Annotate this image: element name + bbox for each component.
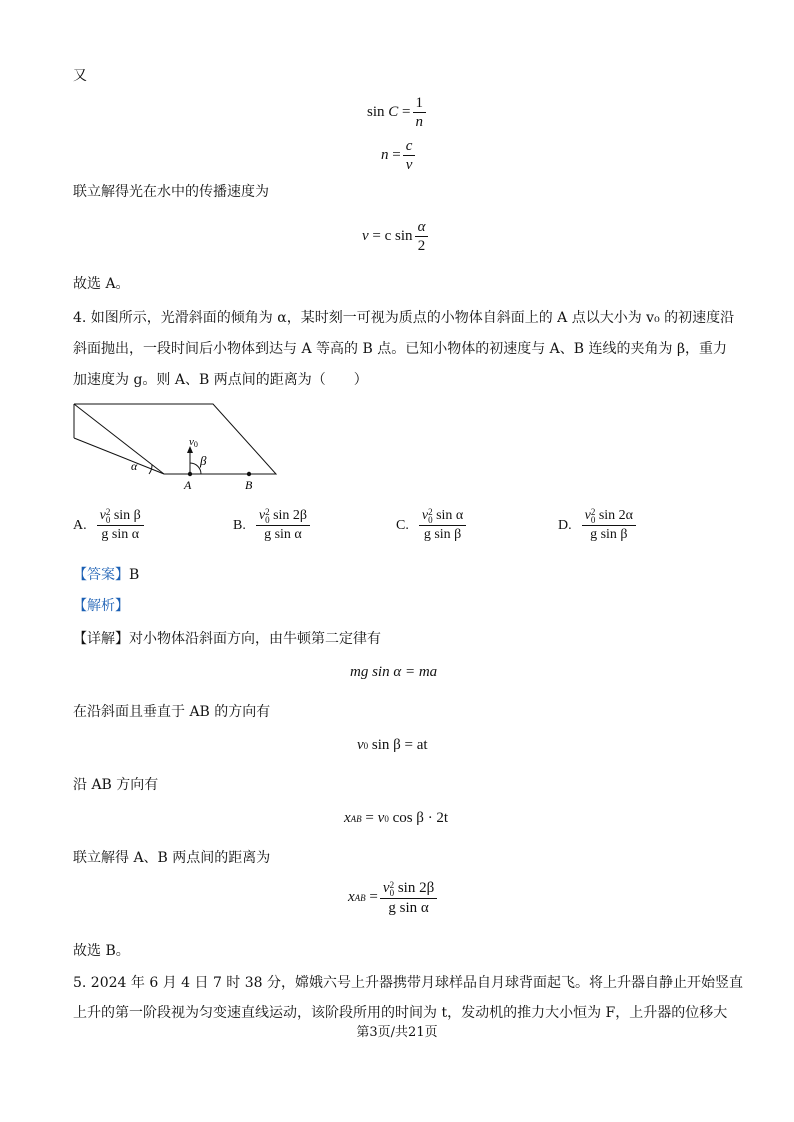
option-b-sub: 0 — [265, 515, 270, 525]
option-a-v: v — [99, 508, 106, 524]
eq-n-den: v — [405, 157, 413, 173]
option-c-sup: 2 — [428, 507, 433, 517]
option-c — [396, 508, 468, 543]
eq-v-left: v — [362, 228, 369, 244]
para-you: 又 — [73, 68, 87, 84]
equation-v — [362, 219, 430, 254]
label-v0-sub: 0 — [193, 440, 198, 449]
option-d-label: D. — [558, 517, 572, 533]
equation-sinC — [367, 95, 428, 130]
q5-line-2: 上升的第一阶段视为匀变速直线运动，该阶段所用的时间为 t，发动机的推力大小恒为 F，上升器的位移大 — [73, 1005, 728, 1021]
point-a-dot — [188, 472, 192, 476]
eq4-den: g sin α — [388, 899, 429, 916]
option-b-den: g sin α — [264, 527, 302, 543]
answer-line — [73, 566, 139, 584]
option-a-label: A. — [73, 517, 87, 533]
option-d — [558, 508, 638, 543]
incline-front-edge — [74, 438, 164, 474]
incline-figure — [70, 398, 285, 493]
equation-perp: v 0 sin β = at — [357, 737, 428, 753]
option-a-den: g sin α — [101, 527, 140, 543]
option-c-den: g sin β — [423, 527, 462, 543]
eq-n-fraction — [403, 138, 416, 173]
eq4-sup: 2 — [389, 879, 395, 890]
eq-v-den: 2 — [417, 238, 426, 254]
page-footer: 第3页/共21页 — [356, 1025, 438, 1040]
option-b-num: sin 2β — [273, 508, 308, 524]
incline-diagonal — [74, 404, 164, 474]
eq-sinC-sin: sin — [367, 104, 385, 120]
option-c-fraction — [419, 508, 466, 543]
analysis-tag: 【解析】 — [73, 598, 129, 614]
detail-line — [73, 630, 381, 648]
eq-sinC-eq: = — [402, 104, 411, 120]
label-v0: v0 — [189, 436, 198, 449]
q4-line-3: 加速度为 g。则 A、B 两点间的距离为（ ） — [73, 372, 368, 388]
option-b-sup: 2 — [265, 507, 270, 517]
option-a-sup: 2 — [105, 507, 111, 517]
eq4-fraction — [380, 880, 437, 916]
answer-value: B — [129, 567, 140, 583]
eq3-rhs: cos β · 2t — [392, 810, 449, 826]
eq4-eq: = — [369, 889, 378, 906]
para-lianli-2: 联立解得 A、B 两点间的距离为 — [73, 850, 271, 866]
para-guxuan-a: 故选 A。 — [73, 276, 130, 292]
eq1-text: mg sin α = ma — [350, 664, 438, 680]
equation-result: x AB = v 2 0 sin 2β g sin α — [348, 880, 439, 916]
option-c-num: sin α — [436, 508, 464, 524]
answer-tag: 【答案】 — [73, 567, 129, 583]
option-c-sub: 0 — [428, 515, 433, 525]
para-along: 沿 AB 方向有 — [73, 777, 159, 793]
option-b-label: B. — [233, 517, 246, 533]
q5-line-1: 5. 2024 年 6 月 4 日 7 时 38 分，嫦娥六号上升器携带月球样品自月球背面起飞。将上升器自静止开始竖直 — [73, 975, 744, 991]
eq4-x: x — [348, 889, 355, 906]
eq4-v: v — [382, 880, 390, 896]
point-b-dot — [247, 472, 251, 476]
eq2-text: sin β = at — [371, 737, 428, 753]
option-a-num: sin β — [113, 508, 141, 524]
equation-n — [381, 138, 417, 173]
para-guxuan-b: 故选 B。 — [73, 943, 130, 959]
equation-along: x AB = v 0 cos β · 2t — [344, 810, 449, 826]
option-c-label: C. — [396, 517, 409, 533]
option-d-sup: 2 — [590, 507, 596, 517]
eq-n-left: n — [381, 147, 389, 163]
label-b: B — [245, 478, 253, 492]
q4-line-2: 斜面抛出，一段时间后小物体到达与 A 等高的 B 点。已知小物体的初速度与 A、B 连线的夹角为 β，重力 — [73, 341, 728, 357]
alpha-arc — [149, 465, 152, 474]
option-d-fraction — [582, 508, 636, 543]
option-d-den: g sin β — [590, 527, 628, 543]
eq-sinC-den: n — [415, 114, 423, 130]
eq2-v: v — [357, 737, 364, 753]
option-a-fraction — [97, 508, 144, 543]
label-alpha: α — [131, 459, 138, 473]
eq3-v: v — [377, 810, 385, 826]
option-a — [73, 508, 146, 543]
detail-text: 对小物体沿斜面方向，由牛顿第二定律有 — [129, 631, 381, 647]
incline-outline — [74, 404, 276, 474]
para-perpendicular: 在沿斜面且垂直于 AB 的方向有 — [73, 704, 271, 720]
label-a: A — [184, 478, 192, 492]
eq-sinC-num: 1 — [413, 95, 427, 113]
equation-newton — [350, 664, 437, 681]
eq3-eq: = — [365, 810, 374, 826]
option-b — [233, 508, 312, 543]
eq-n-eq: = — [392, 147, 401, 163]
option-a-sub: 0 — [105, 515, 111, 525]
label-beta: β — [200, 453, 207, 468]
eq-v-num: α — [415, 219, 429, 237]
eq-v-eq: = — [372, 228, 381, 244]
detail-tag: 【详解】 — [73, 631, 129, 647]
eq-sinC-fraction — [413, 95, 427, 130]
q4-line-1: 4. 如图所示，光滑斜面的倾角为 α，某时刻一可视为质点的小物体自斜面上的 A 点以大小为 v₀ 的初速度沿 — [73, 310, 735, 326]
eq4-num: sin 2β — [397, 880, 435, 896]
eq4-sub: 0 — [389, 887, 395, 898]
option-b-fraction — [256, 508, 310, 543]
option-d-sub: 0 — [590, 515, 596, 525]
eq-v-rhs: c sin — [384, 228, 413, 244]
eq-sinC-var: C — [388, 104, 399, 120]
eq3-x: x — [344, 810, 351, 826]
option-b-v: v — [258, 508, 266, 524]
option-c-v: v — [421, 508, 429, 524]
eq-v-fraction — [415, 219, 429, 254]
option-d-v: v — [584, 508, 591, 524]
option-d-num: sin 2α — [598, 508, 634, 524]
para-lianli-1: 联立解得光在水中的传播速度为 — [73, 184, 269, 200]
eq-n-num: c — [403, 138, 416, 156]
